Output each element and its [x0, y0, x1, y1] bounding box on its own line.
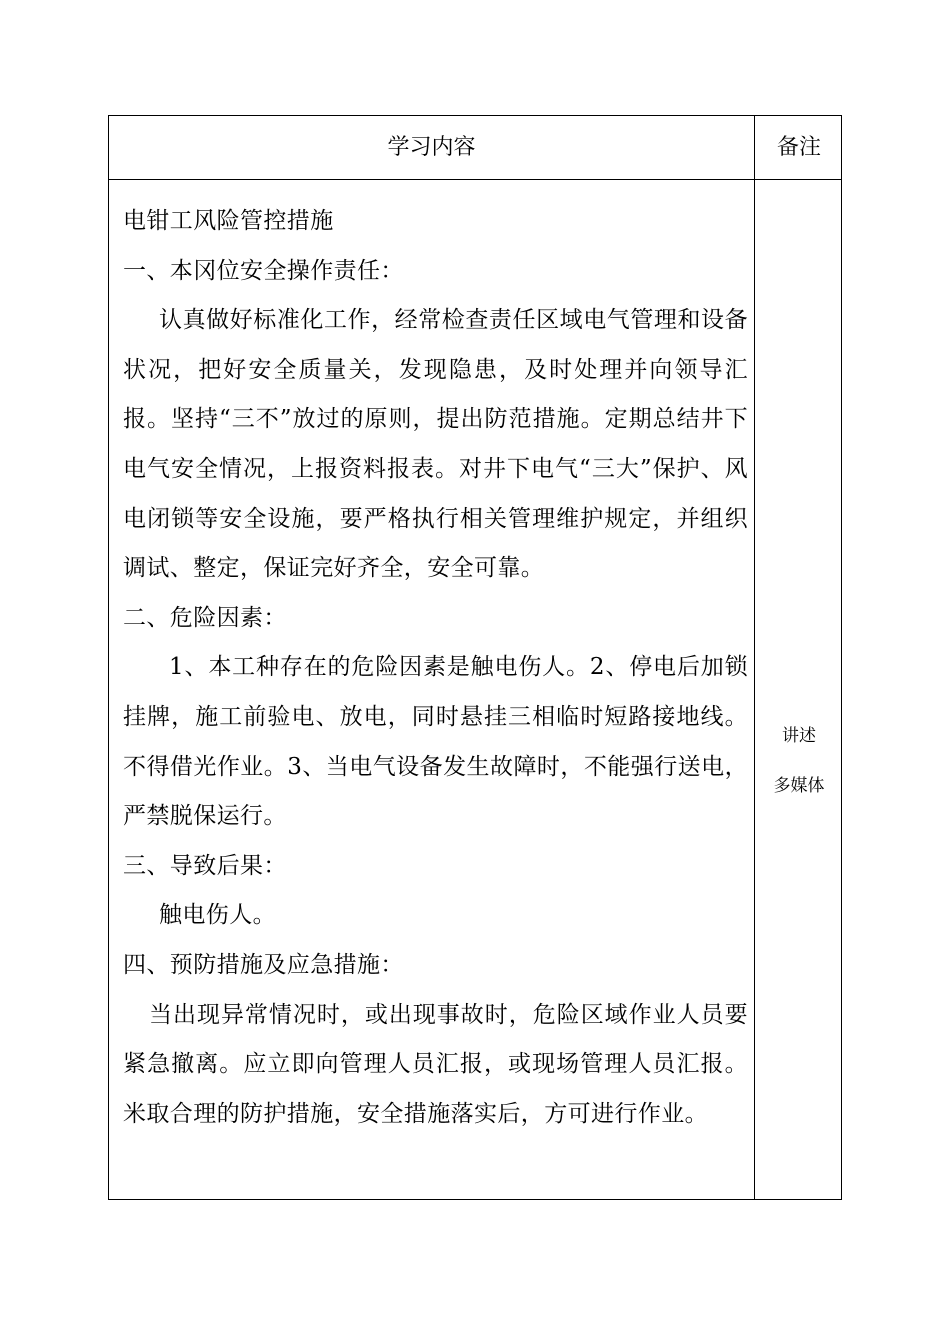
header-study-content: 学习内容 [387, 135, 476, 160]
section-3-heading: 三、导致后果： [123, 852, 287, 879]
note-lecture: 讲述 [782, 726, 816, 746]
table-header-row [109, 116, 841, 180]
section-1-heading: 一、本冈位安全操作责任： [123, 257, 404, 284]
header-notes: 备注 [776, 135, 821, 160]
note-multimedia: 多媒体 [773, 776, 825, 796]
study-table [108, 115, 842, 1200]
section-3-body: 触电伤人。 [159, 902, 276, 929]
section-1-body: 认真做好标准化工作，经常检查责任区域电气管理和设备状况，把好安全质量关，发现隐患，及时处理并向领导汇报。坚持“三不”放过的原则，提出防范措施。定期总结井下电气安全情况，上报资料报表。对井下电气“三大”保护、风电闭锁等安全设施，要严格执行相关管理维护规定，并组织调试、整定，保证完好齐全，安全可靠。 [123, 307, 748, 582]
notes-cell [755, 181, 843, 1199]
section-4-body: 当出现异常情况时，或出现事故时，危险区域作业人员要紧急撤离。应立即向管理人员汇报，或现场管理人员汇报。米取合理的防护措施，安全措施落实后，方可进行作业。 [123, 1001, 748, 1127]
section-2-heading: 二、危险因素： [123, 604, 287, 631]
section-2-body: 1、本工种存在的危险因素是触电伤人。2、停电后加锁挂牌，施工前验电、放电，同时悬挂三相临时短路接地线。不得借光作业。3、当电气设备发生故障时，不能强行送电，严禁脱保运行。 [123, 654, 748, 830]
document-title: 电钳工风险管控措施 [123, 208, 334, 234]
study-content-cell [109, 181, 754, 1199]
section-4-heading: 四、预防措施及应急措施： [123, 951, 404, 978]
